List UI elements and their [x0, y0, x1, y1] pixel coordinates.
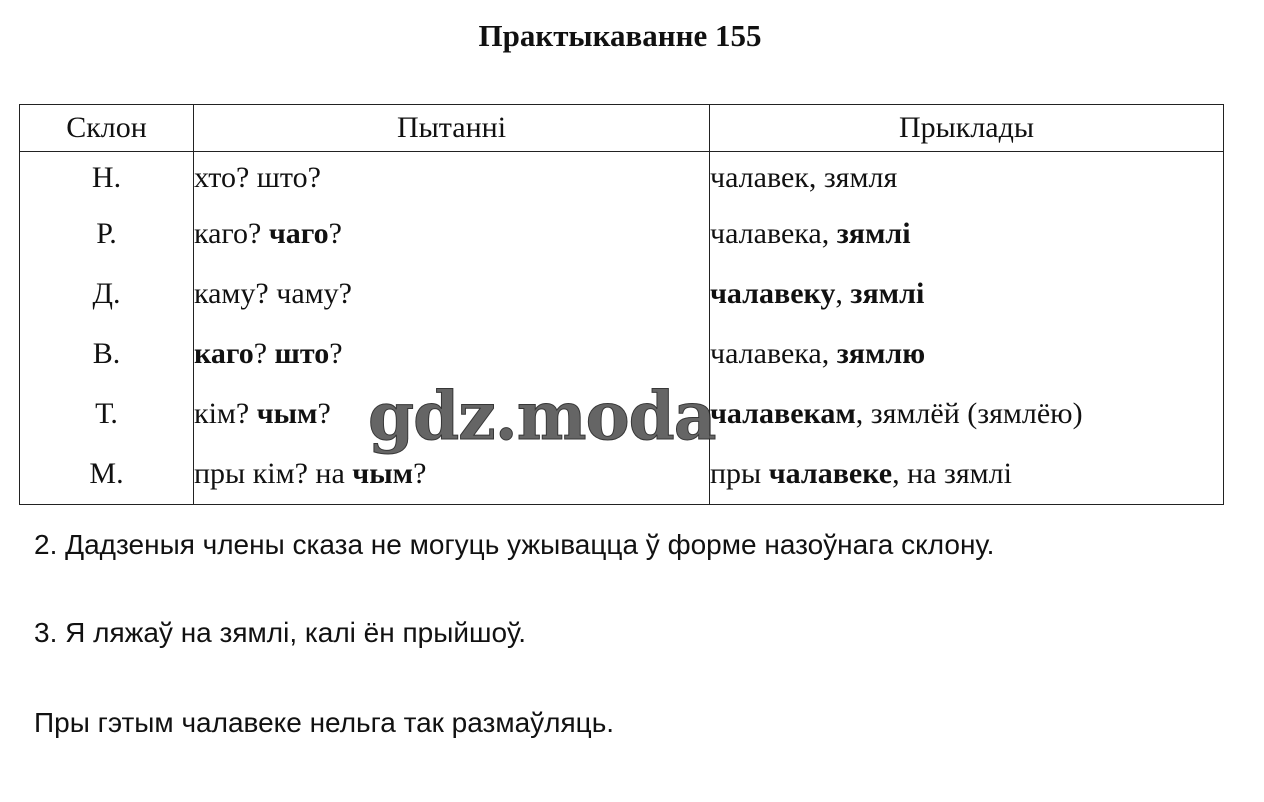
text-segment: ? — [317, 397, 331, 430]
text-segment: чалавека, — [710, 217, 837, 250]
case-cell: В. — [20, 324, 194, 384]
text-segment: ? — [329, 337, 343, 370]
bold-text: зямлі — [836, 217, 911, 250]
text-segment: каго? — [194, 217, 269, 250]
examples-cell — [710, 444, 1224, 505]
bold-text: зямлю — [836, 337, 926, 370]
bold-text: зямлі — [850, 277, 925, 310]
text-segment: ? — [253, 337, 275, 370]
watermark: gdz.moda — [368, 377, 716, 455]
examples-cell — [710, 324, 1224, 384]
examples-cell — [710, 204, 1224, 264]
bold-text: чалавекам — [710, 397, 856, 430]
questions-cell — [194, 152, 710, 205]
header-examples: Прыклады — [710, 105, 1224, 152]
case-cell: М. — [20, 444, 194, 505]
questions-cell — [194, 324, 710, 384]
bold-text: каго — [194, 337, 254, 370]
examples-cell — [710, 152, 1224, 205]
case-cell: Р. — [20, 204, 194, 264]
header-questions: Пытанні — [194, 105, 710, 152]
text-segment: ? — [328, 217, 342, 250]
questions-cell — [194, 264, 710, 324]
text-segment: хто? што? — [194, 161, 321, 194]
text-segment: кім? — [194, 397, 257, 430]
table-header-row — [20, 105, 1224, 152]
text-segment: ? — [413, 457, 427, 490]
bold-text: чым — [256, 397, 318, 430]
text-segment: , — [835, 277, 851, 310]
table-row — [20, 264, 1224, 324]
questions-cell — [194, 204, 710, 264]
answer-paragraph-2: 2. Дадзеныя члены сказа не могуць ужывацца ў форме назоўнага склону. — [34, 529, 995, 560]
text-segment: , зямлёй (зямлёю) — [855, 397, 1083, 430]
header-case: Склон — [20, 105, 194, 152]
answer-paragraph-3: 3. Я ляжаў на зямлі, калі ён прыйшоў. — [34, 617, 526, 648]
table-row — [20, 152, 1224, 205]
page-title: Практыкаванне 155 — [478, 18, 762, 53]
case-cell: Д. — [20, 264, 194, 324]
examples-cell — [710, 264, 1224, 324]
bold-text: што — [274, 337, 330, 370]
text-segment: чалавека, — [710, 337, 837, 370]
text-segment: каму? чаму? — [194, 277, 352, 310]
table-row — [20, 324, 1224, 384]
text-segment: пры — [710, 457, 769, 490]
bold-text: чалавеку — [710, 277, 836, 310]
bold-text: чаго — [268, 217, 329, 250]
text-segment: пры кім? на — [194, 457, 353, 490]
answer-paragraph-extra: Пры гэтым чалавеке нельга так размаўляць. — [34, 707, 615, 738]
text-segment: чалавек, зямля — [710, 161, 898, 194]
bold-text: чым — [352, 457, 414, 490]
bold-text: чалавеке — [768, 457, 893, 490]
case-cell: Н. — [20, 152, 194, 205]
text-segment: , на зямлі — [892, 457, 1012, 490]
case-cell: Т. — [20, 384, 194, 444]
examples-cell — [710, 384, 1224, 444]
table-row — [20, 204, 1224, 264]
